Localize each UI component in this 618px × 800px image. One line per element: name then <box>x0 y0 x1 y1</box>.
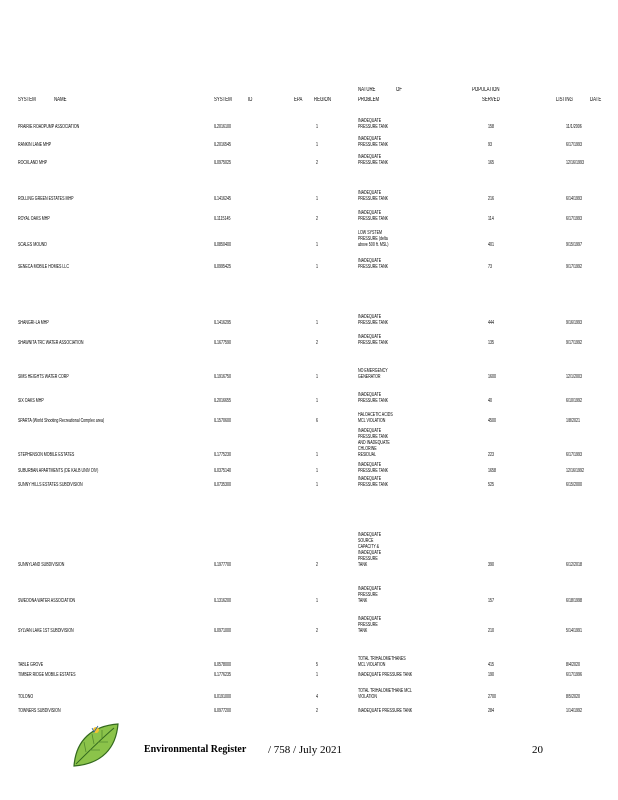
system-name-cell: ROCKLAND MHP <box>18 160 48 166</box>
listing-date-cell: 9/15/1997 <box>566 242 583 248</box>
system-id-cell: IL1916750 <box>214 374 232 380</box>
nature-of-problem-line: INADEQUATE <box>358 476 382 482</box>
system-name-cell: SIMS HEIGHTS WATER CORP <box>18 374 69 380</box>
nature-of-problem-line: INADEQUATE <box>358 586 382 592</box>
population-served-cell: 1600 <box>488 374 497 380</box>
page-footer <box>0 744 618 764</box>
population-served-cell: 210 <box>488 628 495 634</box>
nature-of-problem-line: INADEQUATE PRESSURE TANK <box>358 672 413 678</box>
listing-date-cell: 1/14/1992 <box>566 708 583 714</box>
epa-region-cell: 5 <box>316 662 319 668</box>
population-served-cell: 157 <box>488 598 495 604</box>
footer-title: Environmental Register <box>144 744 247 755</box>
system-name-cell: SUNNY HILLS ESTATES SUBDIVISION <box>18 482 83 488</box>
nature-of-problem-line: PRESSURE TANK <box>358 468 389 474</box>
system-name-cell: TOWNERS SUBDIVISION <box>18 708 61 714</box>
listing-date-cell: 6/17/1993 <box>566 452 583 458</box>
system-id-cell: IL1677590 <box>214 340 232 346</box>
nature-of-problem-line: MCL VIOLATION <box>358 418 386 424</box>
nature-of-problem-line: PRESSURE TANK <box>358 398 389 404</box>
epa-region-cell: 1 <box>316 242 319 248</box>
nature-of-problem-line: CAPACITY & <box>358 544 380 550</box>
nature-of-problem-line: INADEQUATE <box>358 428 382 434</box>
nature-of-problem-line: NO EMERGENCY <box>358 368 388 374</box>
nature-of-problem-line: INADEQUATE <box>358 136 382 142</box>
listing-date-cell: 12/16/1992 <box>566 468 585 474</box>
population-served-cell: 284 <box>488 708 495 714</box>
system-name-cell: SHAWNITA TRC WATER ASSOCIATION <box>18 340 84 346</box>
population-served-cell: 1658 <box>488 468 497 474</box>
listing-date-cell: 6/14/1993 <box>566 196 583 202</box>
system-id-cell: IL0975025 <box>214 160 232 166</box>
epa-region-cell: 1 <box>316 672 319 678</box>
population-served-cell: 2700 <box>488 694 497 700</box>
system-name-cell: PRAIRIE ROADPUMP ASSOCIATION <box>18 124 80 130</box>
header-id: ID <box>248 97 253 103</box>
nature-of-problem-line: HALOACETIC ACIDS <box>358 412 393 418</box>
nature-of-problem-line: INADEQUATE <box>358 190 382 196</box>
system-name-cell: SUBURBAN APARTMENTS (DE KALB UNIV DIV) <box>18 468 99 474</box>
epa-region-cell: 1 <box>316 598 319 604</box>
system-id-cell: IL0191000 <box>214 694 232 700</box>
listing-date-cell: 1/8/2021 <box>566 418 581 424</box>
listing-date-cell: 9/16/1993 <box>566 320 583 326</box>
system-id-cell: IL1316200 <box>214 598 232 604</box>
listing-date-cell: 5/14/1991 <box>566 628 583 634</box>
page-number: 20 <box>532 744 543 756</box>
system-id-cell: IL2016545 <box>214 142 232 148</box>
header-of: OF <box>396 87 403 93</box>
listing-date-cell: 11/1/2006 <box>566 124 582 130</box>
nature-of-problem-line: INADEQUATE <box>358 532 382 538</box>
nature-of-problem-line: PRESSURE TANK <box>358 482 389 488</box>
nature-of-problem-line: SOURCE <box>358 538 374 544</box>
nature-of-problem-line: INADEQUATE <box>358 462 382 468</box>
population-served-cell: 190 <box>488 672 495 678</box>
nature-of-problem-line: TANK <box>358 562 368 568</box>
system-name-cell: SENECA MOBILE HOMES LLC <box>18 264 70 270</box>
system-name-cell: SWEDONA WATER ASSOCIATION <box>18 598 76 604</box>
epa-region-cell: 2 <box>316 340 319 346</box>
system-name-cell: TIMBER RIDGE MOBILE ESTATES <box>18 672 76 678</box>
nature-of-problem-line: PRESSURE TANK <box>358 264 389 270</box>
nature-of-problem-line: INADEQUATE <box>358 616 382 622</box>
system-id-cell: IL1977700 <box>214 562 232 568</box>
listing-date-cell: 6/17/1993 <box>566 142 583 148</box>
system-id-cell: IL0850400 <box>214 242 232 248</box>
system-name-cell: ROLLING GREEN ESTATES MHP <box>18 196 74 202</box>
system-name-cell: TABLE GROVE <box>18 662 44 668</box>
nature-of-problem-line: INADEQUATE <box>358 154 382 160</box>
listing-date-cell: 9/17/1992 <box>566 340 583 346</box>
system-name-cell: SUNNYLAND SUBDIVISION <box>18 562 65 568</box>
population-served-cell: 525 <box>488 482 495 488</box>
listing-date-cell: 12/1/2003 <box>566 374 583 380</box>
footer-issue: / 758 / July 2021 <box>268 744 342 756</box>
population-served-cell: 40 <box>488 398 493 404</box>
nature-of-problem-line: CHLORINE <box>358 446 377 452</box>
system-id-cell: IL1570600 <box>214 418 232 424</box>
nature-of-problem-line: INADEQUATE <box>358 392 382 398</box>
population-served-cell: 223 <box>488 452 495 458</box>
leaf-logo-icon <box>70 722 122 770</box>
system-name-cell: SPARTA (World Shooting Recreational Complex area) <box>18 418 105 424</box>
nature-of-problem-line: GENERATOR <box>358 374 381 380</box>
system-name-cell: STEPHENSON MOBILE ESTATES <box>18 452 75 458</box>
epa-region-cell: 1 <box>316 374 319 380</box>
population-served-cell: 158 <box>488 124 495 130</box>
system-name-cell: RANKIN LANE MHP <box>18 142 52 148</box>
system-id-cell: IL1416295 <box>214 320 232 326</box>
nature-of-problem-line: PRESSURE <box>358 622 378 628</box>
population-served-cell: 73 <box>488 264 493 270</box>
epa-region-cell: 2 <box>316 708 319 714</box>
header-epa: EPA <box>294 97 303 103</box>
header-nature: NATURE <box>358 87 376 93</box>
listing-date-cell: 6/17/1996 <box>566 672 583 678</box>
nature-of-problem-line: AND INADEQUATE <box>358 440 390 446</box>
system-id-cell: IL2016100 <box>214 124 232 130</box>
nature-of-problem-line: PRESSURE TANK <box>358 434 389 440</box>
system-name-cell: SHANGRI-LA MHP <box>18 320 49 326</box>
epa-region-cell: 2 <box>316 562 319 568</box>
nature-of-problem-line: INADEQUATE <box>358 314 382 320</box>
nature-of-problem-line: PRESSURE TANK <box>358 160 389 166</box>
nature-of-problem-line: PRESSURE TANK <box>358 196 389 202</box>
listing-date-cell: 6/15/2000 <box>566 482 583 488</box>
header-problem: PROBLEM <box>358 97 380 103</box>
epa-region-cell: 2 <box>316 628 319 634</box>
epa-region-cell: 1 <box>316 264 319 270</box>
epa-region-cell: 1 <box>316 196 319 202</box>
population-served-cell: 415 <box>488 662 495 668</box>
nature-of-problem-line: PRESSURE TANK <box>358 124 389 130</box>
system-id-cell: IL0995425 <box>214 264 232 270</box>
nature-of-problem-line: MCL VIOLATION <box>358 662 386 668</box>
system-id-cell: IL2016655 <box>214 398 232 404</box>
nature-of-problem-line: LOW SYSTEM <box>358 230 383 236</box>
system-name-cell: SCALES MOUND <box>18 242 47 248</box>
system-id-cell: IL0578000 <box>214 662 232 668</box>
listing-date-cell: 6/18/1998 <box>566 598 583 604</box>
epa-region-cell: 1 <box>316 398 319 404</box>
header-region: REGION <box>314 97 332 103</box>
system-id-cell: IL1776235 <box>214 672 232 678</box>
nature-of-problem-line: RESIDUAL <box>358 452 377 458</box>
listing-date-cell: 9/17/1992 <box>566 264 583 270</box>
population-served-cell: 93 <box>488 142 493 148</box>
system-name-cell: SYLVAN LAKE 1ST SUBDIVISION <box>18 628 74 634</box>
nature-of-problem-line: TOTAL TRIHALOMETHANE MCL <box>358 688 412 694</box>
epa-region-cell: 1 <box>316 482 319 488</box>
nature-of-problem-line: PRESSURE (delta <box>358 236 388 242</box>
epa-region-cell: 1 <box>316 320 319 326</box>
system-name-cell: SIX OAKS MHP <box>18 398 44 404</box>
listing-date-cell: 8/4/2020 <box>566 662 581 668</box>
listing-date-cell: 8/5/2020 <box>566 694 581 700</box>
nature-of-problem-line: TANK <box>358 628 368 634</box>
nature-of-problem-line: PRESSURE TANK <box>358 340 389 346</box>
population-served-cell: 4500 <box>488 418 497 424</box>
population-served-cell: 216 <box>488 196 495 202</box>
nature-of-problem-line: INADEQUATE <box>358 334 382 340</box>
system-id-cell: IL1416245 <box>214 196 232 202</box>
header-served: SERVED <box>482 97 500 103</box>
system-name-cell: ROYAL OAKS MHP <box>18 216 50 222</box>
header-population: POPULATION <box>472 87 500 93</box>
epa-region-cell: 1 <box>316 142 319 148</box>
population-served-cell: 390 <box>488 562 495 568</box>
system-id-cell: IL0375140 <box>214 468 232 474</box>
population-served-cell: 444 <box>488 320 495 326</box>
nature-of-problem-line: PRESSURE TANK <box>358 320 389 326</box>
nature-of-problem-line: TOTAL TRIHALOMETHANES <box>358 656 406 662</box>
system-id-cell: IL0977200 <box>214 708 232 714</box>
nature-of-problem-line: PRESSURE <box>358 556 378 562</box>
listing-date-cell: 6/12/2018 <box>566 562 583 568</box>
population-served-cell: 135 <box>488 340 495 346</box>
nature-of-problem-line: INADEQUATE <box>358 258 382 264</box>
nature-of-problem-line: INADEQUATE PRESSURE TANK <box>358 708 413 714</box>
listing-date-cell: 6/10/1992 <box>566 398 583 404</box>
epa-region-cell: 2 <box>316 160 319 166</box>
epa-region-cell: 1 <box>316 452 319 458</box>
nature-of-problem-line: INADEQUATE <box>358 550 382 556</box>
population-served-cell: 401 <box>488 242 495 248</box>
population-served-cell: 114 <box>488 216 494 222</box>
nature-of-problem-line: INADEQUATE <box>358 118 382 124</box>
nature-of-problem-line: TANK <box>358 598 368 604</box>
nature-of-problem-line: PRESSURE TANK <box>358 216 389 222</box>
header-name: NAME <box>54 97 67 103</box>
system-id-cell: IL1115145 <box>214 216 231 222</box>
epa-region-cell: 1 <box>316 124 319 130</box>
header-listing: LISTING <box>556 97 573 103</box>
epa-region-cell: 1 <box>316 468 319 474</box>
nature-of-problem-line: VIOLATION <box>358 694 377 700</box>
epa-region-cell: 6 <box>316 418 319 424</box>
system-id-cell: IL0735300 <box>214 482 232 488</box>
header-date: DATE <box>590 97 602 103</box>
listing-date-cell: 12/16/1993 <box>566 160 585 166</box>
header-system-id: SYSTEM <box>214 97 232 103</box>
nature-of-problem-line: PRESSURE TANK <box>358 142 389 148</box>
nature-of-problem-line: PRESSURE <box>358 592 378 598</box>
population-served-cell: 165 <box>488 160 495 166</box>
nature-of-problem-line: INADEQUATE <box>358 210 382 216</box>
header-system: SYSTEM <box>18 97 36 103</box>
epa-region-cell: 4 <box>316 694 319 700</box>
system-id-cell: IL0971000 <box>214 628 232 634</box>
system-name-cell: TOLONO <box>18 694 34 700</box>
nature-of-problem-line: above 500 ft. MSL) <box>358 242 389 248</box>
listing-date-cell: 6/17/1993 <box>566 216 583 222</box>
system-id-cell: IL1775230 <box>214 452 232 458</box>
epa-region-cell: 2 <box>316 216 319 222</box>
